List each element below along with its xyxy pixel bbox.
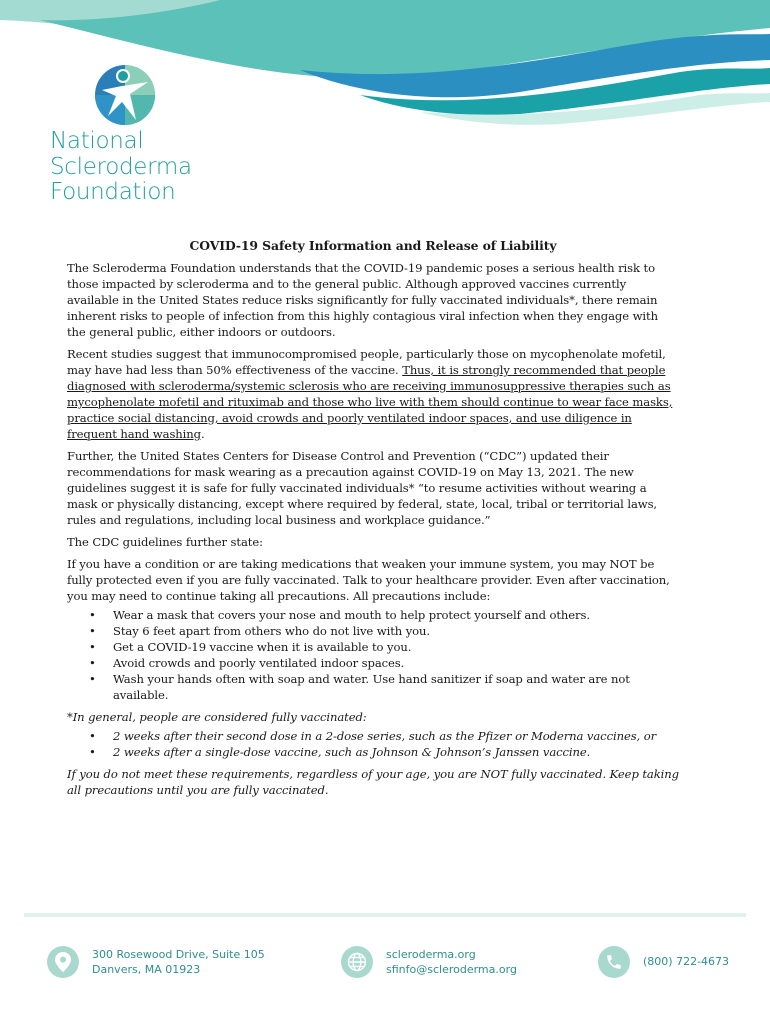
recommendation-underlined-text: Thus, it is strongly recommended that people diagnosed with scleroderma/systemic sclerosis who are receiving immunosuppressive therapies such as mycophenolate mofetil and rituximab and those who live with them should continue to wear face masks, practice social distancing, avoid crowds and poorly ventilated indoor spaces, and use diligence in frequent hand washing bbox=[67, 363, 673, 441]
document-body bbox=[67, 238, 679, 804]
list-item: • Wash your hands often with soap and water. Use hand sanitizer if soap and water are not available. bbox=[113, 671, 679, 703]
studies-period: . bbox=[200, 427, 205, 441]
footer-divider bbox=[24, 913, 746, 917]
email-link[interactable]: sfinfo@scleroderma.org bbox=[386, 963, 517, 976]
intro-paragraph: The Scleroderma Foundation understands that the COVID-19 pandemic poses a serious health risk to those impacted by scleroderma and to the general public. Although approved vaccines currently available in the United States reduce risks significantly for fully vaccinated individuals*, there remain inherent risks to people of infection from this highly contagious viral infection when they engage with the general public, either indoors or outdoors. bbox=[67, 261, 658, 339]
fully-vaccinated-list bbox=[67, 728, 679, 760]
address-text bbox=[92, 947, 265, 978]
footer-address bbox=[47, 946, 265, 978]
footer-web bbox=[341, 946, 517, 978]
studies-paragraph bbox=[67, 346, 679, 442]
phone-number[interactable]: (800) 722-4673 bbox=[643, 955, 730, 969]
org-name-line-1: National bbox=[50, 128, 144, 154]
document-title: COVID-19 Safety Information and Release of Liability bbox=[189, 238, 557, 253]
location-pin-icon bbox=[47, 946, 79, 978]
list-item: • Avoid crowds and poorly ventilated indoor spaces. bbox=[113, 655, 679, 671]
closing-paragraph: If you do not meet these requirements, regardless of your age, you are NOT fully vaccinated. Keep taking all precautions until you are fully vaccinated. bbox=[67, 767, 679, 797]
list-item: • Wear a mask that covers your nose and mouth to help protect yourself and others. bbox=[113, 607, 679, 623]
address-line-1: 300 Rosewood Drive, Suite 105 bbox=[92, 947, 265, 961]
organization-name bbox=[50, 129, 192, 206]
studies-text: Recent studies suggest that immunocompromised people, particularly those on mycophenolate mofetil, may have had less than 50% effectiveness of the vaccine. bbox=[67, 347, 666, 377]
list-item: • 2 weeks after their second dose in a 2-dose series, such as the Pfizer or Moderna vaccines, or bbox=[113, 728, 679, 744]
list-item: • Stay 6 feet apart from others who do not live with you. bbox=[113, 623, 679, 639]
web-contact-text bbox=[386, 947, 517, 978]
org-name-line-3: Foundation bbox=[50, 179, 176, 205]
cdc-guidelines-intro: The CDC guidelines further state: bbox=[67, 535, 263, 549]
globe-icon bbox=[341, 946, 373, 978]
footer-phone bbox=[598, 946, 729, 978]
phone-icon bbox=[598, 946, 630, 978]
fully-vaccinated-intro: *In general, people are considered fully vaccinated: bbox=[67, 710, 367, 724]
cdc-update-paragraph: Further, the United States Centers for Disease Control and Prevention (“CDC”) updated their recommendations for mask wearing as a precaution against COVID-19 on May 13, 2021. The new guidelines suggest it is safe for fully vaccinated individuals* “to resume activities without wearing a mask or physically distancing, except where required by federal, state, local, tribal or territorial laws, rules and regulations, including local business and workplace guidance.” bbox=[67, 449, 658, 527]
foundation-logo-icon bbox=[92, 62, 158, 128]
list-item: • Get a COVID-19 vaccine when it is available to you. bbox=[113, 639, 679, 655]
website-link[interactable]: scleroderma.org bbox=[386, 947, 476, 961]
address-line-2: Danvers, MA 01923 bbox=[92, 963, 201, 976]
precautions-list bbox=[67, 607, 679, 703]
org-name-line-2: Scleroderma bbox=[50, 153, 192, 180]
list-item: • 2 weeks after a single-dose vaccine, such as Johnson & Johnson’s Janssen vaccine. bbox=[113, 744, 679, 760]
immune-system-paragraph: If you have a condition or are taking medications that weaken your immune system, you may NOT be fully protected even if you are fully vaccinated. Talk to your healthcare provider. Even after vaccination, you may need to continue taking all precautions. All precautions include: bbox=[67, 557, 670, 603]
